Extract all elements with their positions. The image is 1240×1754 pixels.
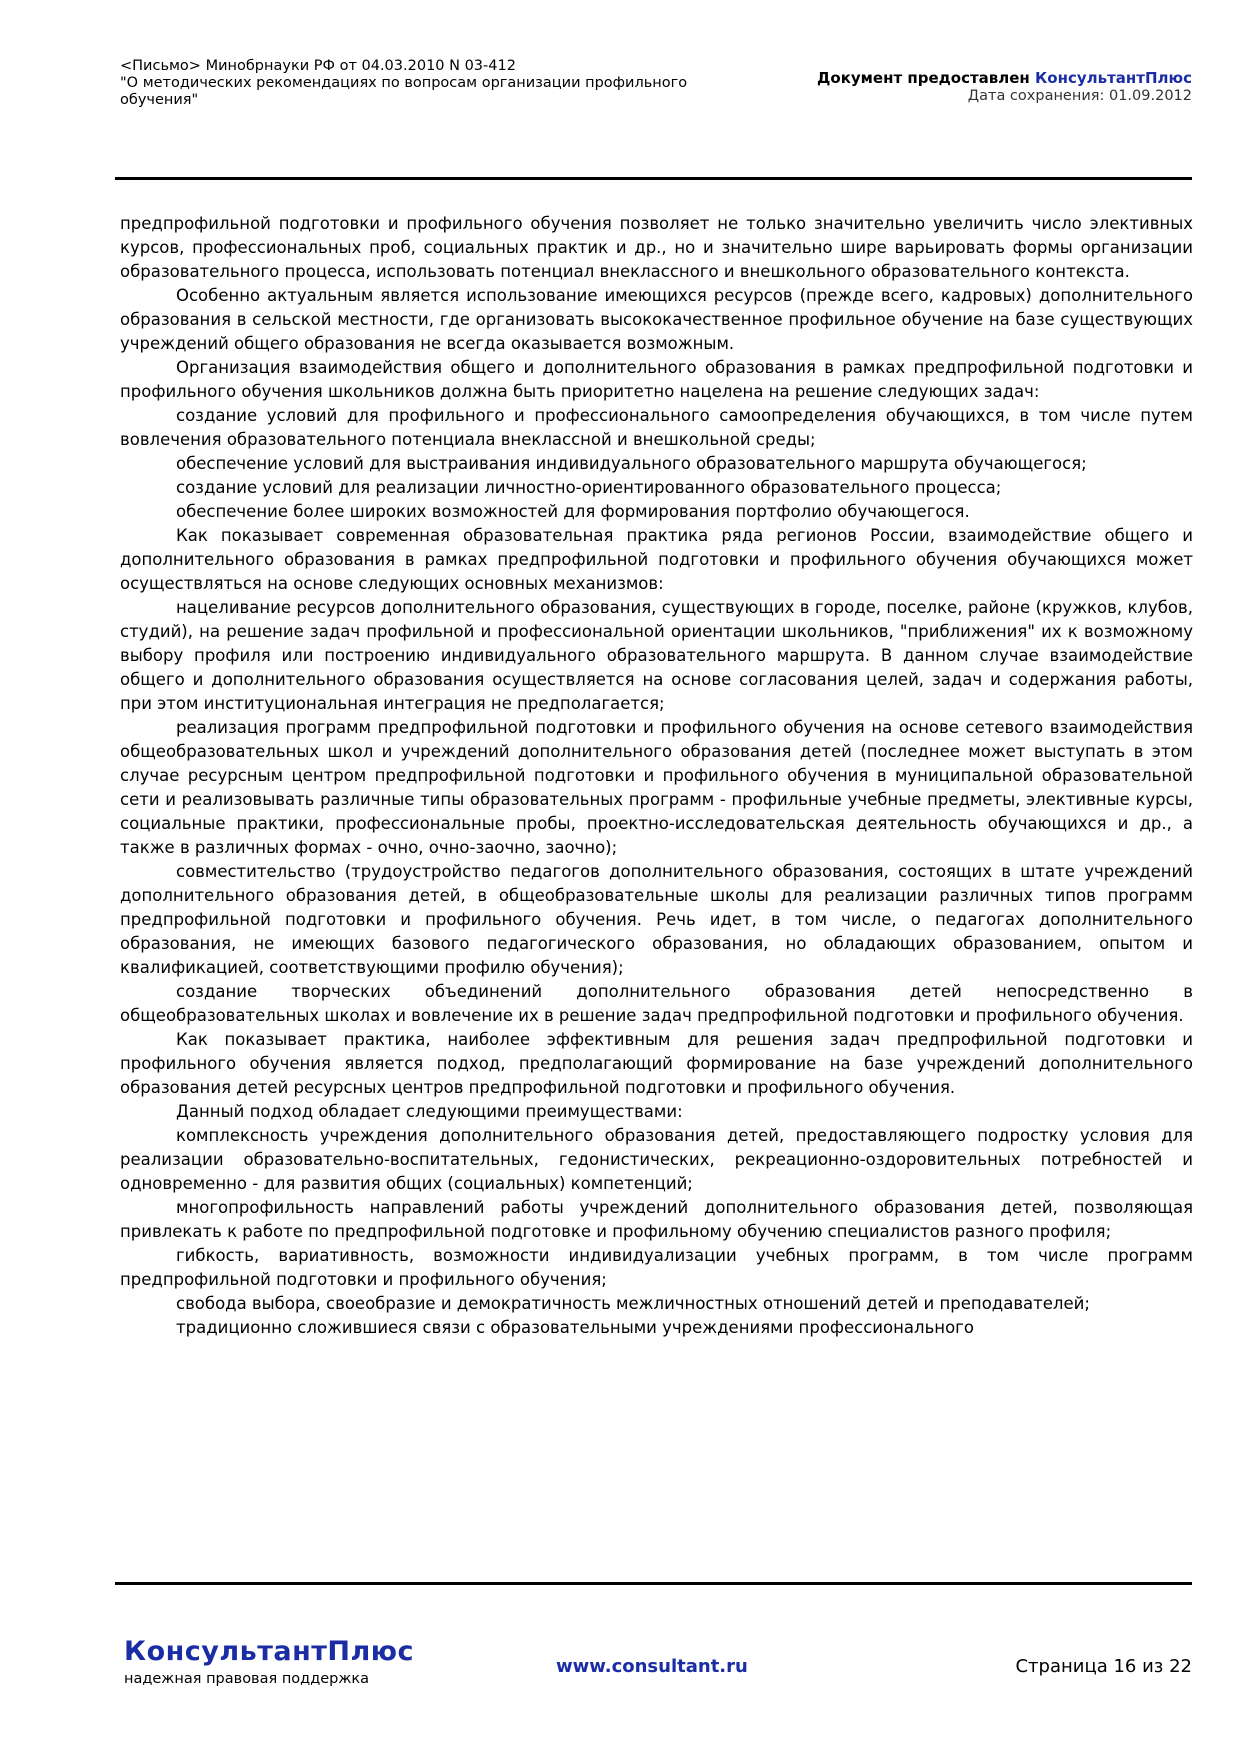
body-paragraph: Как показывает практика, наиболее эффективным для решения задач предпрофильной подготовки и профильного обучения является подход, предполагающий формирование на базе учреждений дополнительного образования детей ресурсных центров предпрофильной подготовки и профильного обучения. (120, 1030, 1193, 1097)
body-paragraph: создание условий для реализации личностно-ориентированного образовательного процесса; (176, 478, 1002, 497)
body-paragraph: обеспечение условий для выстраивания индивидуального образовательного маршрута обучающегося; (176, 454, 1087, 473)
body-paragraph: традиционно сложившиеся связи с образовательными учреждениями профессионального (176, 1318, 974, 1337)
body-paragraph: обеспечение более широких возможностей для формирования портфолио обучающегося. (176, 502, 970, 521)
provided-by-prefix: Документ предоставлен (817, 69, 1036, 87)
body-paragraph: гибкость, вариативность, возможности индивидуализации учебных программ, в том числе программ предпрофильной подготовки и профильного обучения; (120, 1246, 1193, 1289)
page-number: Страница 16 из 22 (1015, 1656, 1192, 1677)
body-paragraph: реализация программ предпрофильной подготовки и профильного обучения на основе сетевого взаимодействия общеобразовательных школ и учреждений дополнительного образования детей (последнее может выступать в этом случае ресурсным центром предпрофильной подготовки и профильного обучения в муниципальной образовательной сети и реализовывать различные типы образовательных программ - профильные учебные предметы, элективные курсы, социальные практики, профессиональные пробы, проектно-исследовательская деятельность обучающихся и др., а также в различных формах - очно, очно-заочно, заочно); (120, 718, 1193, 857)
document-title (120, 58, 720, 109)
provider-brand-link[interactable]: КонсультантПлюс (1035, 69, 1192, 87)
document-title-line: <Письмо> Минобрнауки РФ от 04.03.2010 N 03-412 (120, 58, 516, 74)
save-date: Дата сохранения: 01.09.2012 (967, 88, 1192, 104)
document-body (120, 212, 1193, 1340)
body-paragraph: свобода выбора, своеобразие и демократичность межличностных отношений детей и преподавателей; (176, 1294, 1090, 1313)
site-link[interactable]: www.consultant.ru (556, 1656, 748, 1677)
header-divider (115, 177, 1192, 180)
provider-info (817, 69, 1192, 105)
body-paragraph: Как показывает современная образовательная практика ряда регионов России, взаимодействие общего и дополнительного образования в рамках предпрофильной подготовки и профильного обучения обучающихся может осуществляться на основе следующих основных механизмов: (120, 526, 1193, 593)
document-title-line: обучения" (120, 92, 199, 108)
body-paragraph: создание условий для профильного и профессионального самоопределения обучающихся, в том числе путем вовлечения образовательного потенциала внеклассной и внешкольной среды; (120, 406, 1193, 449)
body-paragraph: многопрофильность направлений работы учреждений дополнительного образования детей, позволяющая привлекать к работе по предпрофильной подготовке и профильному обучению специалистов разного профиля; (120, 1198, 1193, 1241)
body-paragraph: нацеливание ресурсов дополнительного образования, существующих в городе, поселке, районе (кружков, клубов, студий), на решение задач профильной и профессиональной ориентации школьников, "приближения" их к возможному выбору профиля или построению индивидуального образовательного маршрута. В данном случае взаимодействие общего и дополнительного образования осуществляется на основе согласования целей, задач и содержания работы, при этом институциональная интеграция не предполагается; (120, 598, 1193, 713)
body-paragraph: комплексность учреждения дополнительного образования детей, предоставляющего подростку условия для реализации образовательно-воспитательных, гедонистических, рекреационно-оздоровительных потребностей и одновременно - для развития общих (социальных) компетенций; (120, 1126, 1193, 1193)
provided-by (817, 69, 1192, 87)
body-paragraph: совместительство (трудоустройство педагогов дополнительного образования, состоящих в штате учреждений дополнительного образования детей, в общеобразовательные школы для реализации различных типов программ предпрофильной подготовки и профильного обучения. Речь идет, в том числе, о педагогах дополнительного образования, не имеющих базового педагогического образования, но обладающих образованием, опытом и квалификацией, соответствующими профилю обучения); (120, 862, 1193, 977)
body-paragraph: Данный подход обладает следующими преимуществами: (176, 1102, 683, 1121)
body-paragraph: Организация взаимодействия общего и дополнительного образования в рамках предпрофильной подготовки и профильного обучения школьников должна быть приоритетно нацелена на решение следующих задач: (120, 358, 1193, 401)
footer-brand (124, 1636, 414, 1688)
body-paragraph: предпрофильной подготовки и профильного обучения позволяет не только значительно увеличить число элективных курсов, профессиональных проб, социальных практик и др., но и значительно шире варьировать формы организации образовательного процесса, использовать потенциал внеклассного и внешкольного образовательного контекста. (120, 214, 1193, 281)
brand-tagline: надежная правовая поддержка (124, 1671, 370, 1687)
document-title-line: "О методических рекомендациях по вопросам организации профильного (120, 75, 688, 91)
footer-divider (115, 1582, 1192, 1585)
body-paragraph: создание творческих объединений дополнительного образования детей непосредственно в общеобразовательных школах и вовлечение их в решение задач предпрофильной подготовки и профильного обучения. (120, 982, 1193, 1025)
brand-logo-text: КонсультантПлюс (124, 1636, 415, 1667)
body-paragraph: Особенно актуальным является использование имеющихся ресурсов (прежде всего, кадровых) дополнительного образования в сельской местности, где организовать высококачественное профильное обучение на базе существующих учреждений общего образования не всегда оказывается возможным. (120, 286, 1193, 353)
